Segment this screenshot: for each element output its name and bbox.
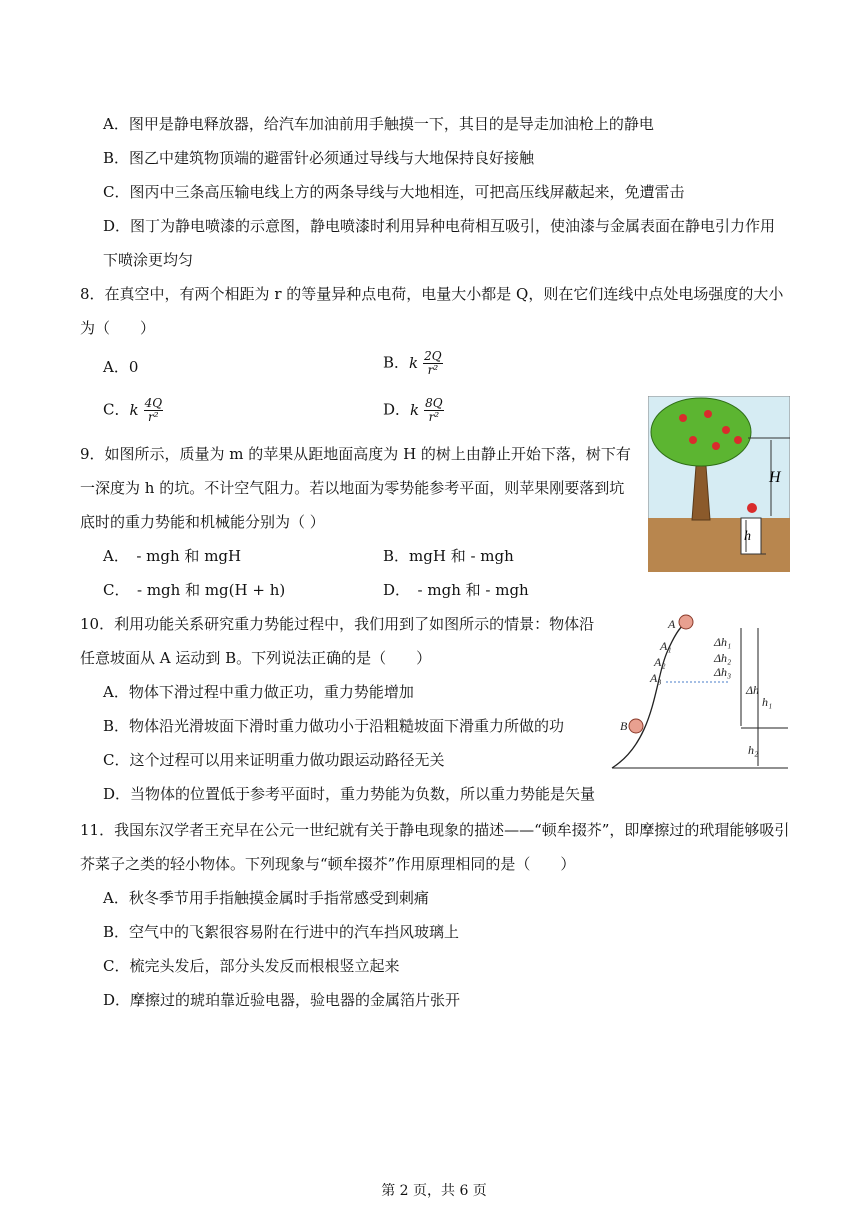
fraction: [423, 350, 442, 377]
q11-option-b: B．空气中的飞絮很容易附在行进中的汽车挡风玻璃上: [103, 923, 460, 941]
label-A3: A₃: [650, 671, 662, 685]
q8-option-c: [103, 397, 163, 424]
label-h2: h₂: [748, 743, 759, 757]
q7-option-d-line2: 下喷涂更均匀: [103, 251, 194, 269]
slope-figure: [606, 610, 790, 770]
q8-option-b: [383, 350, 443, 377]
q8-option-b-label: B．: [383, 353, 410, 372]
label-A: A: [668, 617, 676, 631]
ball-at-B: [629, 719, 643, 733]
label-h1: h₁: [762, 695, 773, 709]
label-h: h: [744, 529, 751, 544]
label-B: B: [620, 719, 628, 733]
q8-option-d-label: D．: [383, 400, 411, 419]
apple: [712, 442, 720, 450]
q7-option-d-line1: D．图丁为静电喷漆的示意图，静电喷漆时利用异种电荷相互吸引，使油漆与金属表面在静电引力作用: [103, 217, 776, 235]
label-dh2: Δh₂: [714, 651, 732, 665]
q11-option-a: A．秋冬季节用手指触摸金属时手指常感受到刺痛: [103, 889, 429, 907]
falling-apple: [747, 503, 757, 513]
apple: [734, 436, 742, 444]
q8-option-d: [383, 397, 444, 424]
apple: [679, 414, 687, 422]
q9-stem-line3: 底时的重力势能和机械能分别为（ ）: [80, 513, 325, 531]
denominator: r²: [148, 410, 159, 424]
ball-at-A: [679, 615, 693, 629]
coulomb-constant: k: [409, 353, 419, 372]
slope-curve: [612, 622, 688, 768]
q9-stem-line1: 9．如图所示，质量为 m 的苹果从距地面高度为 H 的树上由静止开始下落，树下有: [80, 445, 631, 463]
q9-option-d: D． - mgh 和 - mgh: [383, 581, 529, 599]
fraction: [424, 397, 443, 424]
label-dh: Δh: [746, 683, 760, 697]
q7-option-b: B．图乙中建筑物顶端的避雷针必须通过导线与大地保持良好接触: [103, 149, 535, 167]
q11-option-c: C．梳完头发后，部分头发反而根根竖立起来: [103, 957, 400, 975]
numerator: 2Q: [424, 349, 442, 363]
q8-stem-line1: 8．在真空中，有两个相距为 r 的等量异种点电荷，电量大小都是 Q，则在它们连线中点处电场强度的大小: [80, 285, 784, 303]
q9-option-c: C． - mgh 和 mg(H + h): [103, 581, 286, 599]
apple-tree-figure: [648, 396, 790, 572]
label-A2: A₂: [654, 655, 666, 669]
q8-option-c-label: C．: [103, 400, 130, 419]
coulomb-constant: k: [410, 400, 420, 419]
q10-stem-line2: 任意坡面从 A 运动到 B。下列说法正确的是（ ）: [80, 649, 432, 667]
denominator: r²: [427, 363, 439, 377]
q9-option-b: B．mgH 和 - mgh: [383, 547, 514, 565]
q10-option-b: B．物体沿光滑坡面下滑时重力做功小于沿粗糙坡面下滑重力所做的功: [103, 717, 565, 735]
q9-stem-line2: 一深度为 h 的坑。不计空气阻力。若以地面为零势能参考平面，则苹果刚要落到坑: [80, 479, 625, 497]
label-H: H: [769, 469, 781, 486]
page-footer: 第 2 页，共 6 页: [381, 1183, 487, 1199]
q10-option-c: C．这个过程可以用来证明重力做功跟运动路径无关: [103, 751, 445, 769]
ground: [648, 518, 790, 572]
q10-option-a: A．物体下滑过程中重力做正功，重力势能增加: [103, 683, 414, 701]
tree-canopy: [651, 398, 751, 466]
q11-stem-line2: 芥菜子之类的轻小物体。下列现象与“顿牟掇芥”作用原理相同的是（ ）: [80, 855, 576, 873]
denominator: r²: [428, 410, 440, 424]
q8-option-a: A．0: [103, 358, 139, 376]
q8-stem-line2: 为（ ）: [80, 319, 156, 337]
q9-option-a: A． - mgh 和 mgH: [103, 547, 242, 565]
label-dh1: Δh₁: [714, 635, 732, 649]
label-A1: A₁: [660, 639, 672, 653]
label-dh3: Δh₃: [714, 665, 732, 679]
q10-option-d: D．当物体的位置低于参考平面时，重力势能为负数，所以重力势能是矢量: [103, 785, 596, 803]
q7-option-a: A．图甲是静电释放器，给汽车加油前用手触摸一下，其目的是导走加油枪上的静电: [103, 115, 654, 133]
apple: [704, 410, 712, 418]
apple: [722, 426, 730, 434]
apple: [689, 436, 697, 444]
q11-stem-line1: 11．我国东汉学者王充早在公元一世纪就有关于静电现象的描述——“顿牟掇芥”，即摩擦过的玳瑁能够吸引: [80, 821, 790, 839]
q7-option-c: C．图丙中三条高压输电线上方的两条导线与大地相连，可把高压线屏蔽起来，免遭雷击: [103, 183, 685, 201]
coulomb-constant: k: [129, 400, 139, 419]
q10-stem-line1: 10．利用功能关系研究重力势能过程中，我们用到了如图所示的情景：物体沿: [80, 615, 595, 633]
numerator: 4Q: [144, 396, 163, 410]
q11-option-d: D．摩擦过的琥珀靠近验电器，验电器的金属箔片张开: [103, 991, 461, 1009]
numerator: 8Q: [425, 396, 443, 410]
fraction: [144, 397, 163, 424]
